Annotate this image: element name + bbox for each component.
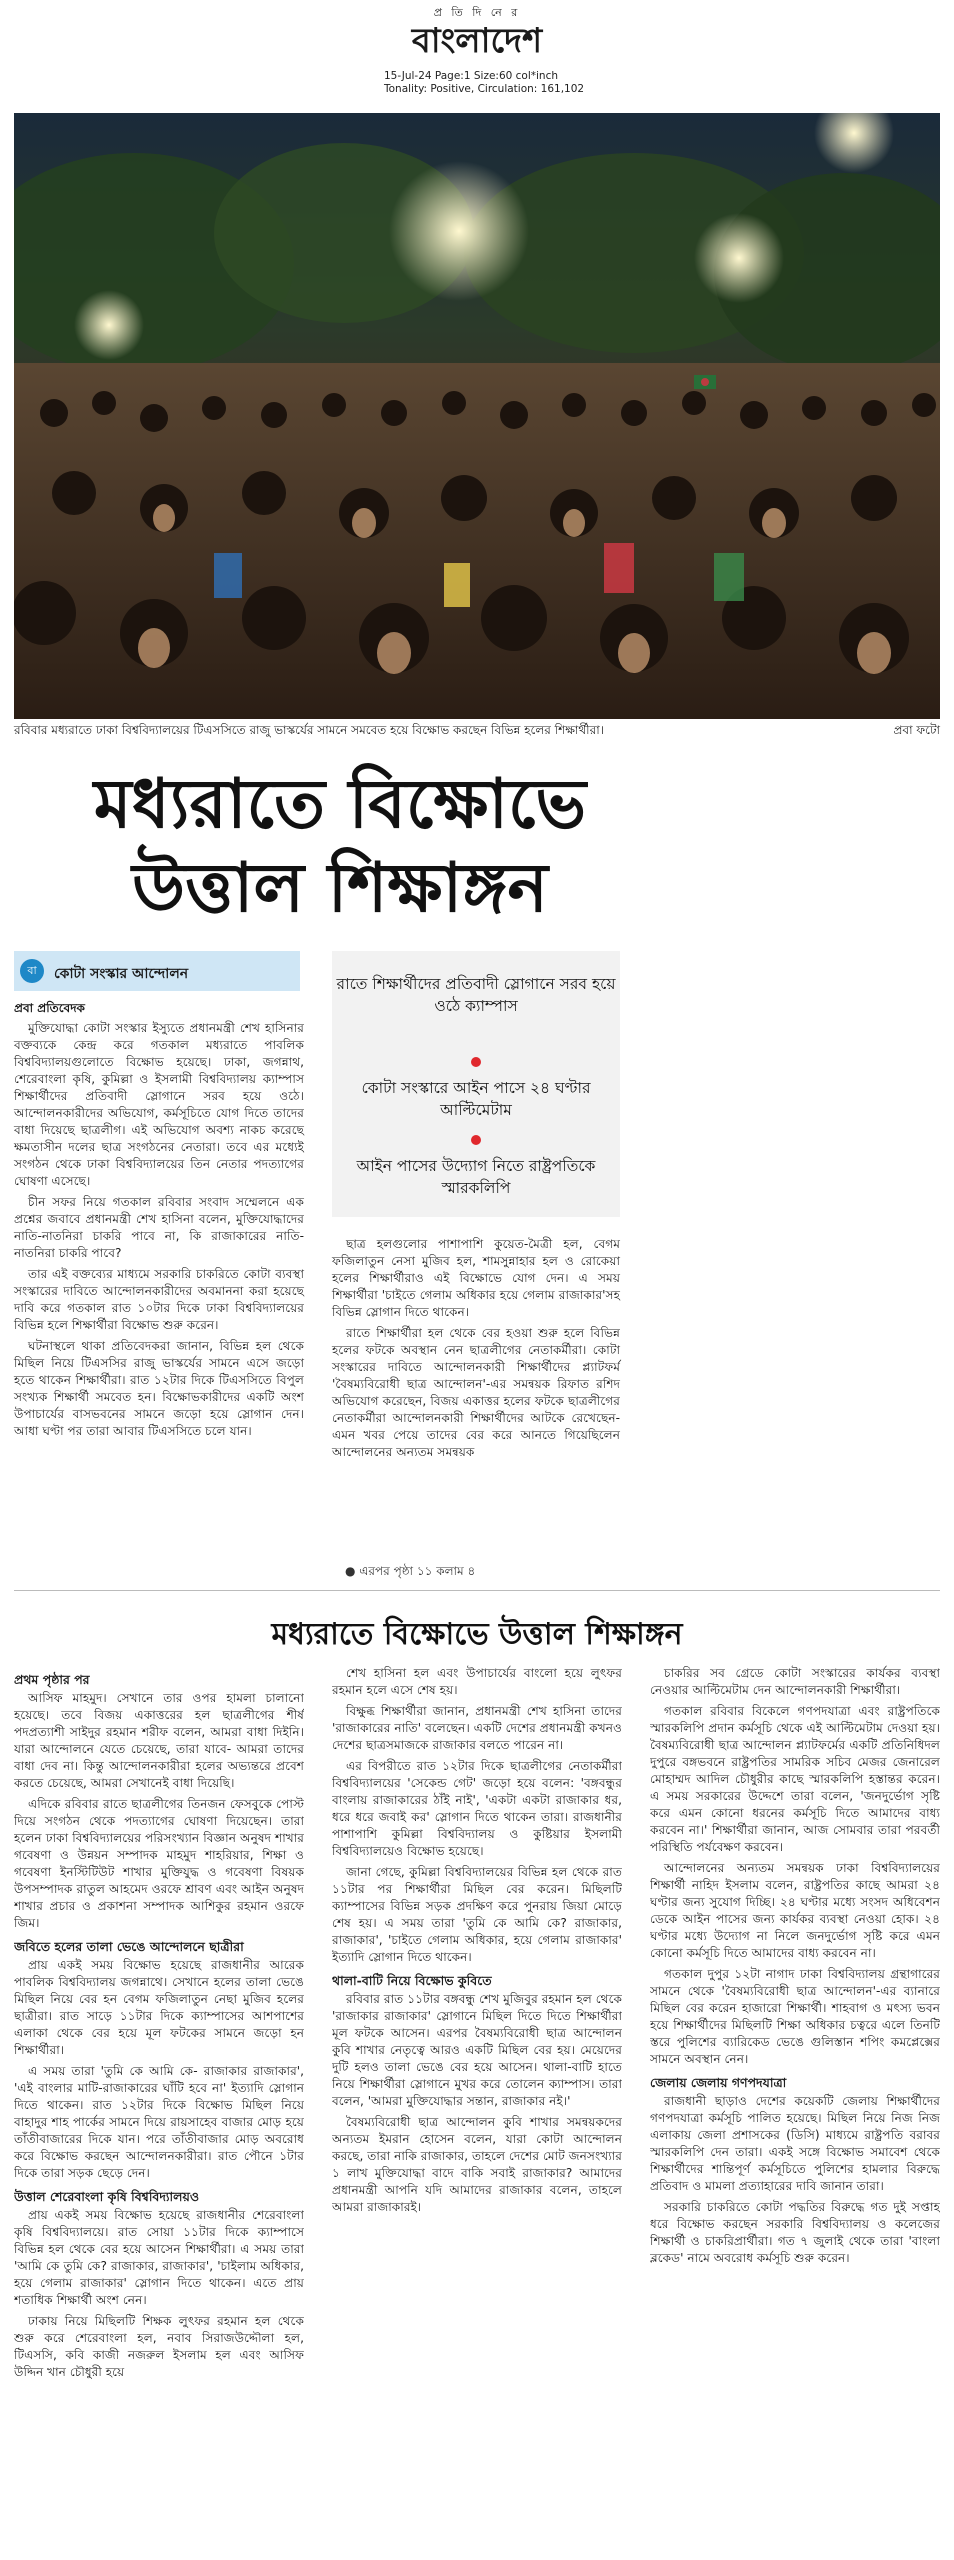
article-column-1 <box>14 1020 304 1444</box>
pull-quote-1: রাতে শিক্ষার্থীদের প্রতিবাদী স্লোগানে সরব হয়ে ওঠে ক্যাম্পাস <box>336 975 616 1015</box>
article-column-2 <box>332 1236 620 1465</box>
masthead-tagline: প্র তি দি নে র <box>433 6 521 19</box>
paragraph: ছাত্র হলগুলোর পাশাপাশি কুয়েত-মৈত্রী হল, বেগম ফজিলাতুন নেসা মুজিব হল, শামসুন্নাহার হল ও রোকেয়া হলের শিক্ষার্থীরাও এই বিক্ষোভে যোগ দেন। এ সময় শিক্ষার্থীরা 'চাইতে গেলাম অধিকার হয়ে গেলাম রাজাকার'সহ বিভিন্ন স্লোগান দিতে থাকেন। <box>332 1237 620 1319</box>
paragraph: গতকাল রবিবার বিকেলে গণপদযাত্রা এবং রাষ্ট্রপতিকে স্মারকলিপি প্রদান কর্মসূচি থেকে এই আল্টিমেটাম দেওয়া হয়। বৈষম্যবিরোধী ছাত্র আন্দোলন প্ল্যাটফর্মের একটি প্রতিনিধিদল দুপুরে বঙ্গভবনে রাষ্ট্রপতির সামরিক সচিব মেজর জেনারেল মোহাম্মদ আদিল চৌধুরীর কাছে স্মারকলিপি হস্তান্তর করেন। এ সময় সরকারের উদ্দেশে তারা বলেন, 'জনদুর্ভোগ সৃষ্টি করে এমন কোনো ধরনের কর্মসূচি দিতে আমাদের বাধ্য করবেন না।' শিক্ষার্থীরা জানান, আজ সোমবার তারা পরবর্তী পরিস্থিতি পর্যবেক্ষণ করবেন। <box>650 1704 940 1854</box>
paragraph: প্রায় একই সময় বিক্ষোভ হয়েছে রাজধানীর শেরেবাংলা কৃষি বিশ্ববিদ্যালয়ে। রাত সোয়া ১১টার দিকে ক্যাম্পাসে বিভিন্ন হল থেকে বের হয়ে আসেন শিক্ষার্থীরা। এ সময় তারা 'আমি কে তুমি কে? রাজাকার, রাজাকার', 'চাইলাম অধিকার, হয়ে গেলাম রাজাকার' স্লোগান দিতে থাকেন। এতে প্রায় শতাধিক শিক্ষার্থী অংশ নেন। <box>14 2208 304 2307</box>
bullet-dot-icon <box>471 1135 481 1145</box>
meta-line-1: 15-Jul-24 Page:1 Size:60 col*inch <box>384 70 559 82</box>
paragraph: বৈষম্যবিরোধী ছাত্র আন্দোলন কুবি শাখার সমন্বয়কদের অন্যতম ইমরান হোসেন বলেন, যারা কোটা আন্দোলন করছে, তারা নাকি রাজাকার, তাহলে দেশের মোট জনসংখ্যার ১ লাখ মুক্তিযোদ্ধা বাদে বাকি সবাই রাজাকার? আমাদের প্রধানমন্ত্রী আপনি যদি আমাদের রাজাকার বলেন, তাহলে আমরা রাজাকারই। <box>332 2115 622 2214</box>
pull-quote-box <box>332 951 620 1217</box>
main-headline <box>40 762 640 930</box>
paragraph: ঢাকায় নিয়ে মিছিলটি শিক্ষক লুৎফর রহমান হল থেকে শুরু করে শেরেবাংলা হল, নবাব সিরাজউদ্দৌলা হল, টিএসসি, কবি কাজী নজরুল ইসলাম হল এবং আসিফ উদ্দিন খান চৌধুরী হয়ে <box>14 2314 304 2379</box>
continued-note: ● এরপর পৃষ্ঠা ১১ কলাম ৪ <box>345 1564 476 1578</box>
paragraph: তার এই বক্তব্যের মাধ্যমে সরকারি চাকরিতে কোটা ব্যবস্থা সংস্কারের দাবিতে আন্দোলনকারীদের অবমাননা করা হয়েছে দাবি করে গতকাল রাত ১০টার দিকে ঢাকা বিশ্ববিদ্যালয়ের বিভিন্ন হলে শিক্ষার্থীরা বিক্ষোভ শুরু করেন। <box>14 1267 304 1332</box>
jump-column-2 <box>332 1665 622 2555</box>
byline: প্রবা প্রতিবেদক <box>14 1001 85 1015</box>
subheading: জেলায় জেলায় গণপদযাত্রা <box>650 2075 787 2090</box>
paragraph: চাকরির সব গ্রেডে কোটা সংস্কারের কার্যকর ব্যবস্থা নেওয়ার আল্টিমেটাম দেন আন্দোলনকারী শিক্ষার্থীরা। <box>650 1666 940 1697</box>
paragraph: বিক্ষুব্ধ শিক্ষার্থীরা জানান, প্রধানমন্ত্রী শেখ হাসিনা তাদের 'রাজাকারের নাতি' বলেছেন। একটি দেশের প্রধানমন্ত্রী কখনও দেশের ছাত্রসমাজকে রাজাকার বলতে পারেন না। <box>332 1704 622 1752</box>
pull-quote-2: কোটা সংস্কারে আইন পাসে ২৪ ঘণ্টার আল্টিমেটাম <box>361 1079 591 1119</box>
jump-column-1 <box>14 1665 304 2555</box>
topic-tag <box>14 951 300 991</box>
tag-label: কোটা সংস্কার আন্দোলন <box>54 966 189 982</box>
paragraph: শেখ হাসিনা হল এবং উপাচার্যের বাংলো হয়ে লুৎফর রহমান হলে এসে শেষ হয়। <box>332 1666 622 1697</box>
paragraph: ঘটনাস্থলে থাকা প্রতিবেদকরা জানান, বিভিন্ন হল থেকে মিছিল নিয়ে টিএসসির রাজু ভাস্কর্যের সামনে এসে জড়ো হতে থাকেন শিক্ষার্থীরা। রাত ১২টার দিকে টিএসসিতে বিপুল সংখ্যক শিক্ষার্থী সমবেত হন। বিক্ষোভকারীদের একটি অংশ উপাচার্যের বাসভবনের সামনে জড়ো হয়ে স্লোগান দেন। আধা ঘণ্টা পর তারা আবার টিএসসিতে চলে যান। <box>14 1339 304 1438</box>
paragraph: রবিবার রাত ১১টার বঙ্গবন্ধু শেখ মুজিবুর রহমান হল থেকে 'রাজাকার রাজাকার' স্লোগানে মিছিল দিতে দিতে শিক্ষার্থীরা মূল ফটকে আসেন। এরপর বৈষম্যবিরোধী ছাত্র আন্দোলন কুবি শাখার নেতৃত্বে আরও একটি মিছিল বের হয়। মেয়েদের দুটি হলও তালা ভেঙে বের হয়ে আসেন। থালা-বাটি হাতে নিয়ে শিক্ষার্থীরা স্লোগানে মুখর করে তোলেন ক্যাম্পাস। তারা বলেন, 'আমরা মুক্তিযোদ্ধার সন্তান, রাজাকার নই।' <box>332 1992 622 2108</box>
paragraph: গতকাল দুপুর ১২টা নাগাদ ঢাকা বিশ্ববিদ্যালয় গ্রন্থাগারের সামনে থেকে 'বৈষম্যবিরোধী ছাত্র আন্দোলন'-এর ব্যানারে মিছিল বের করেন হাজারো শিক্ষার্থী। শাহবাগ ও মৎস্য ভবন হয়ে শিক্ষার্থীদের মিছিলটি শিক্ষা অধিকার চত্বরে এলে তিনটি স্তরে পুলিশের ব্যারিকেড ভেঙে গুলিস্তান শপিং কমপ্লেক্সের সামনে অবস্থান নেন। <box>650 1967 940 2066</box>
meta-line-2: Tonality: Positive, Circulation: 161,102 <box>384 83 585 95</box>
newspaper-logo: বাংলাদেশ <box>411 21 543 61</box>
paragraph: রাতে শিক্ষার্থীরা হল থেকে বের হওয়া শুরু হলে বিভিন্ন হলের ফটকে অবস্থান নেন ছাত্রলীগের নেতাকর্মীরা। কোটা সংস্কারের দাবিতে আন্দোলনকারী শিক্ষার্থীদের প্ল্যাটফর্ম 'বৈষম্যবিরোধী ছাত্র আন্দোলন'-এর সমন্বয়ক রিফাত রশিদ অভিযোগ করেছেন, বিজয় একাত্তর হলের ফটকে ছাত্রলীগের নেতাকর্মীরা আন্দোলনকারী শিক্ষার্থীদের আটকে রেখেছেন- এমন খবর পেয়ে তাদের বের করে আনতে গিয়েছিলেন আন্দোলনের অন্যতম সমন্বয়ক <box>332 1326 620 1459</box>
jump-headline: মধ্যরাতে বিক্ষোভে উত্তাল শিক্ষাঙ্গন <box>271 1617 683 1652</box>
paragraph: সরকারি চাকরিতে কোটা পদ্ধতির বিরুদ্ধে গত দুই সপ্তাহ ধরে বিক্ষোভ করছেন সরকারি বিশ্ববিদ্যালয় ও কলেজের শিক্ষার্থী ও চাকরিপ্রার্থীরা। গত ৭ জুলাই থেকে তারা 'বাংলা ব্লকেড' নামে অবরোধ কর্মসূচি শুরু করেন। <box>650 2200 940 2265</box>
photo-credit: প্রবা ফটো <box>893 723 940 737</box>
subheading: জবিতে হলের তালা ভেঙে আন্দোলনে ছাত্রীরা <box>14 1939 244 1954</box>
paragraph: আন্দোলনের অন্যতম সমন্বয়ক ঢাকা বিশ্ববিদ্যালয়ের শিক্ষার্থী নাহিদ ইসলাম বলেন, রাষ্ট্রপতির কাছে আমরা ২৪ ঘণ্টার জন্য সুযোগ দিচ্ছি। ২৪ ঘণ্টার মধ্যে সংসদ অধিবেশন ডেকে আইন পাসের জন্য কার্যকর ব্যবস্থা নেওয়া হোক। ২৪ ঘণ্টার মধ্যে উদ্যোগ না নিলে জনদুর্ভোগ সৃষ্টি করে এমন কোনো কর্মসূচি দিতে আমাদের বাধ্য করবেন না। <box>650 1861 940 1960</box>
paragraph: এর বিপরীতে রাত ১২টার দিকে ছাত্রলীগের নেতাকর্মীরা বিশ্ববিদ্যালয়ের 'সেকেন্ড গেট' জড়ো হয়ে বলেন: 'বঙ্গবন্ধুর বাংলায় রাজাকারের ঠাঁই নাই', 'একটা একটা রাজাকার ধর, ধরে ধরে জবাই কর' স্লোগান দিতে থাকেন তারা। রাজধানীর পাশাপাশি কুমিল্লা বিশ্ববিদ্যালয় ও কুষ্টিয়ার ইসলামী বিশ্ববিদ্যালয়েও বিক্ষোভ হয়েছে। <box>332 1759 622 1858</box>
masthead <box>0 0 954 59</box>
clipping-meta <box>384 70 584 96</box>
crowd-photo <box>14 113 940 719</box>
subheading: উত্তাল শেরেবাংলা কৃষি বিশ্ববিদ্যালয়ও <box>14 2189 200 2204</box>
paragraph: আসিফ মাহমুদ। সেখানে তার ওপর হামলা চালানো হয়েছে। তবে বিজয় একাত্তরের হল ছাত্রলীগের শীর্ষ পদপ্রত্যাশী সাইদুর রহমান শরীফ বলেন, আমরা বাধা দিইনি। যারা আন্দোলনে যেতে চেয়েছে, তারা যাবে- আমরা তাদের বাধা দেব না। কিন্তু আন্দোলনকারীরা হলের অভ্যন্তরে প্রবেশ করতে চেয়েছে, আমরা সেখানেই বাধা দিয়েছি। <box>14 1691 304 1790</box>
tag-icon: বা <box>20 959 44 983</box>
subheading: থালা-বাটি নিয়ে বিক্ষোভ কুবিতে <box>332 1973 492 1988</box>
paragraph: প্রায় একই সময় বিক্ষোভ হয়েছে রাজধানীর আরেক পাবলিক বিশ্ববিদ্যালয় জগন্নাথে। সেখানে হলের তালা ভেঙে মিছিল নিয়ে বের হন বেগম ফজিলাতুন নেছা মুজিব হলের ছাত্রীরা। রাত সাড়ে ১১টার দিকে ক্যাম্পাসের আশপাশের এলাকা থেকে বের হয়ে মূল ফটকের সামনে জড়ো হন শিক্ষার্থীরা। <box>14 1958 304 2057</box>
paragraph: জানা গেছে, কুমিল্লা বিশ্ববিদ্যালয়ের বিভিন্ন হল থেকে রাত ১১টার পর শিক্ষার্থীরা মিছিল বের করেন। মিছিলটি ক্যাম্পাসের বিভিন্ন সড়ক প্রদক্ষিণ করে পুনরায় জিয়া মোড়ে শেষ হয়। এ সময় তারা 'তুমি কে আমি কে? রাজাকার, রাজাকার', 'চাইতে গেলাম অধিকার, হয়ে গেলাম রাজাকার' ইত্যাদি স্লোগান দিতে থাকেন। <box>332 1865 622 1964</box>
pull-quote-3: আইন পাসের উদ্যোগ নিতে রাষ্ট্রপতিকে স্মারকলিপি <box>356 1157 596 1197</box>
photo-caption <box>14 722 940 742</box>
paragraph: রাজধানী ছাড়াও দেশের কয়েকটি জেলায় শিক্ষার্থীদের গণপদযাত্রা কর্মসূচি পালিত হয়েছে। মিছিল নিয়ে নিজ নিজ এলাকায় জেলা প্রশাসকের (ডিসি) মাধ্যমে রাষ্ট্রপতি বরাবর স্মারকলিপি দেন তারা। একই সঙ্গে বিক্ষোভ সমাবেশ থেকে শিক্ষার্থীদের শান্তিপূর্ণ কর্মসূচিতে পুলিশের হামলার বিরুদ্ধে প্রতিবাদ ও মামলা প্রত্যাহারের দাবি জানান তারা। <box>650 2094 940 2193</box>
bullet-dot-icon <box>471 1057 481 1067</box>
headline-line-1: মধ্যরাতে বিক্ষোভে <box>93 764 587 844</box>
paragraph: মুক্তিযোদ্ধা কোটা সংস্কার ইস্যুতে প্রধানমন্ত্রী শেখ হাসিনার বক্তব্যকে কেন্দ্র করে গতকাল মধ্যরাতে পাবলিক বিশ্ববিদ্যালয়গুলোতে বিক্ষোভ হয়েছে। ঢাকা, জগন্নাথ, শেরেবাংলা কৃষি, কুমিল্লা ও ইসলামী বিশ্ববিদ্যালয় ক্যাম্পাস শিক্ষার্থীদের প্রতিবাদী স্লোগানে সরব হয়ে ওঠে। আন্দোলনকারীদের অভিযোগ, কর্মসূচিতে যোগ দিতে তাদের বাধা দিয়েছে ছাত্রলীগ। এই অভিযোগ অবশ্য নাকচ করেছে ক্ষমতাসীন দলের ছাত্র সংগঠনের নেতারা। তবে এর মধ্যেই সংগঠন থেকে ঢাকা বিশ্ববিদ্যালয়ের তিন নেতার পদত্যাগের ঘোষণা এসেছে। <box>14 1021 304 1188</box>
subheading: প্রথম পৃষ্ঠার পর <box>14 1672 90 1687</box>
caption-text: রবিবার মধ্যরাতে ঢাকা বিশ্ববিদ্যালয়ের টিএসসিতে রাজু ভাস্কর্যের সামনে সমবেত হয়ে বিক্ষোভ করছেন বিভিন্ন হলের শিক্ষার্থীরা। <box>14 723 604 737</box>
crowd-photo-image <box>14 113 940 719</box>
paragraph: এ সময় তারা 'তুমি কে আমি কে- রাজাকার রাজাকার', 'এই বাংলার মাটি-রাজাকারের ঘাঁটি হবে না' ইত্যাদি স্লোগান দিতে থাকেন। রাত ১২টার দিকে বিক্ষোভ মিছিল নিয়ে বাহাদুর শাহ পার্কের সামনে দিয়ে রায়সাহেব বাজার মোড় হয়ে তাঁতীবাজারের দিকে যান। পরে তাঁতীবাজার মোড় অবরোধ করে বিক্ষোভ করছেন আন্দোলনকারীরা। রাত পৌনে ১টার দিকে তারা সড়ক ছেড়ে দেন। <box>14 2064 304 2180</box>
section-divider <box>14 1590 940 1591</box>
paragraph: এদিকে রবিবার রাতে ছাত্রলীগের তিনজন ফেসবুকে পোস্ট দিয়ে সংগঠন থেকে পদত্যাগের ঘোষণা দিয়েছেন। তারা হলেন ঢাকা বিশ্ববিদ্যালয়ের পরিসংখ্যান বিজ্ঞান অনুষদ শাখার গবেষণা ও উন্নয়ন সম্পাদক মাহমুদ শাহরিয়ার, শিক্ষা ও গবেষণা ইনস্টিটিউট শাখার মুক্তিযুদ্ধ ও গবেষণা বিষয়ক উপসম্পাদক রাতুল আহমেদ ওরফে শ্রাবণ এবং আইন অনুষদ শাখার প্রচার ও প্রকাশনা সম্পাদক আশিকুর রহমান ওরফে জিম। <box>14 1797 304 1930</box>
jump-column-3 <box>650 1665 940 2555</box>
headline-line-2: উত্তাল শিক্ষাঙ্গন <box>132 848 548 928</box>
paragraph: চীন সফর নিয়ে গতকাল রবিবার সংবাদ সম্মেলনে এক প্রশ্নের জবাবে প্রধানমন্ত্রী শেখ হাসিনা বলেন, মুক্তিযোদ্ধাদের নাতি-নাতনিরা চাকরি পাবে না, কি রাজাকারের নাতি-নাতনিরা চাকরি পাবে? <box>14 1195 304 1260</box>
